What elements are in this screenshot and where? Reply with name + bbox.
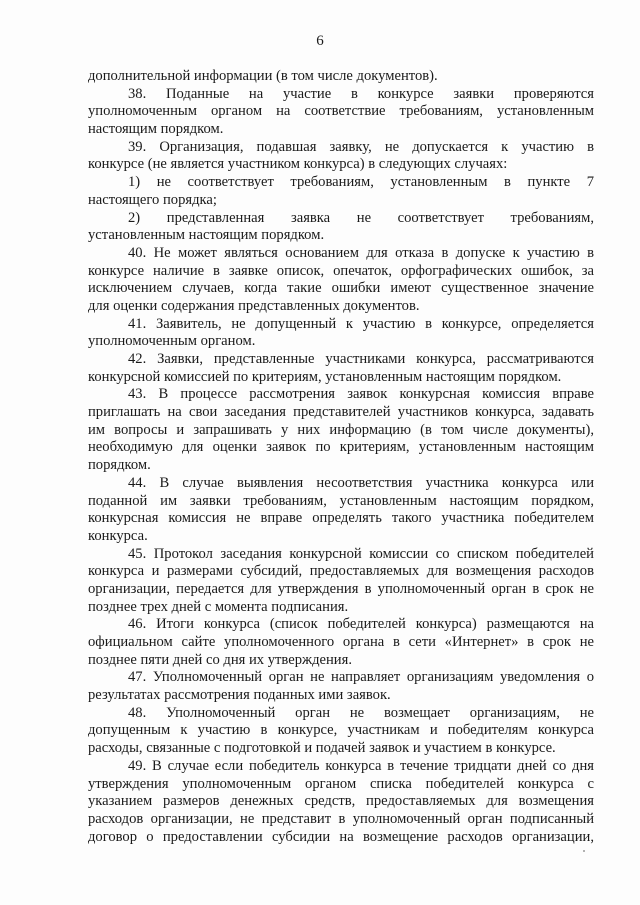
text-line: настоящим порядком.: [88, 121, 224, 138]
text-line: результатах рассмотрения поданных ими заявок.: [88, 687, 391, 704]
text-line: поданной им заявки требованиям, установленным настоящим порядком,: [88, 492, 594, 509]
text-line: позднее трех дней с момента подписания.: [88, 598, 349, 615]
text-line: порядком.: [88, 457, 151, 474]
text-line: позднее пяти дней со дня их утверждения.: [88, 651, 352, 668]
text-line: уполномоченным органом.: [88, 333, 256, 350]
text-line: конкурса и размерами субсидий, предоставляемых для возмещения расходов: [88, 563, 594, 580]
text-line: конкурсе наличие в заявке описок, опечаток, орфографических ошибок, за: [88, 262, 594, 279]
page-number: 6: [316, 33, 324, 49]
text-line: конкурса.: [88, 527, 148, 544]
text-line: для оценки содержания представленных документов.: [88, 297, 420, 314]
text-line: необходимую для оценки заявок по критериям, установленным настоящим: [88, 439, 594, 456]
text-line: 46. Итоги конкурса (список победителей конкурса) размещаются на: [128, 616, 594, 633]
text-line: расходов организации, не представит в уполномоченный орган подписанный: [88, 810, 594, 827]
text-line: расходы, связанные с подготовкой и подачей заявок и участием в конкурсе.: [88, 740, 556, 757]
text-line: организации, передается для утверждения в уполномоченный орган в срок не: [88, 580, 594, 597]
text-line: приглашать на свои заседания представителей участников конкурса, задавать: [88, 404, 594, 421]
text-line: 47. Уполномоченный орган не направляет организациям уведомления о: [128, 669, 594, 686]
text-line: договор о предоставлении субсидии на возмещение расходов организации,: [88, 828, 594, 845]
text-line: 38. Поданные на участие в конкурсе заявки проверяются: [128, 85, 594, 102]
text-line: утверждения уполномоченным органом списка победителей конкурса с: [88, 775, 594, 792]
text-line: 45. Протокол заседания конкурсной комиссии со списком победителей: [128, 545, 594, 562]
text-line: исключением случаев, когда такие ошибки имеют существенное значение: [88, 280, 594, 297]
text-line: допущенным к участию в конкурсе, участникам и победителям конкурса: [88, 722, 594, 739]
text-line: 40. Не может являться основанием для отказа в допуске к участию в: [128, 244, 594, 261]
document-body: [88, 68, 594, 846]
text-line: 2) представленная заявка не соответствует требованиям,: [128, 209, 594, 226]
text-line: настоящего порядка;: [88, 191, 217, 208]
scan-speck: [583, 850, 585, 852]
text-line: 49. В случае если победитель конкурса в течение тридцати дней со дня: [128, 757, 594, 774]
text-line: установленным настоящим порядком.: [88, 227, 325, 244]
text-line: 42. Заявки, представленные участниками конкурса, рассматриваются: [128, 351, 594, 367]
text-line: 1) не соответствует требованиям, установленным в пункте 7: [128, 174, 594, 191]
text-line: указанием размеров денежных средств, предоставляемых для возмещения: [88, 793, 594, 810]
text-line: конкурсе (не является участником конкурса) в следующих случаях:: [88, 156, 508, 173]
text-line: конкурсная комиссия не вправе определять такого участника победителем: [88, 510, 594, 527]
text-line: официальном сайте уполномоченного органа в сети «Интернет» в срок не: [88, 634, 594, 650]
text-line: 44. В случае выявления несоответствия участника конкурса или: [128, 474, 594, 491]
text-line: 41. Заявитель, не допущенный к участию в конкурсе, определяется: [128, 315, 594, 332]
text-line: 48. Уполномоченный орган не возмещает организациям, не: [128, 704, 594, 721]
text-line: 43. В процессе рассмотрения заявок конкурсная комиссия вправе: [128, 386, 594, 403]
text-line: 39. Организация, подавшая заявку, не допускается к участию в: [128, 138, 594, 155]
text-line: дополнительной информации (в том числе документов).: [88, 68, 438, 84]
text-line: им вопросы и запрашивать у них информацию (в том числе документы),: [88, 421, 594, 438]
text-line: конкурсной комиссией по критериям, установленным настоящим порядком.: [88, 368, 562, 385]
text-line: уполномоченным органом на соответствие требованиям, установленным: [88, 103, 594, 120]
